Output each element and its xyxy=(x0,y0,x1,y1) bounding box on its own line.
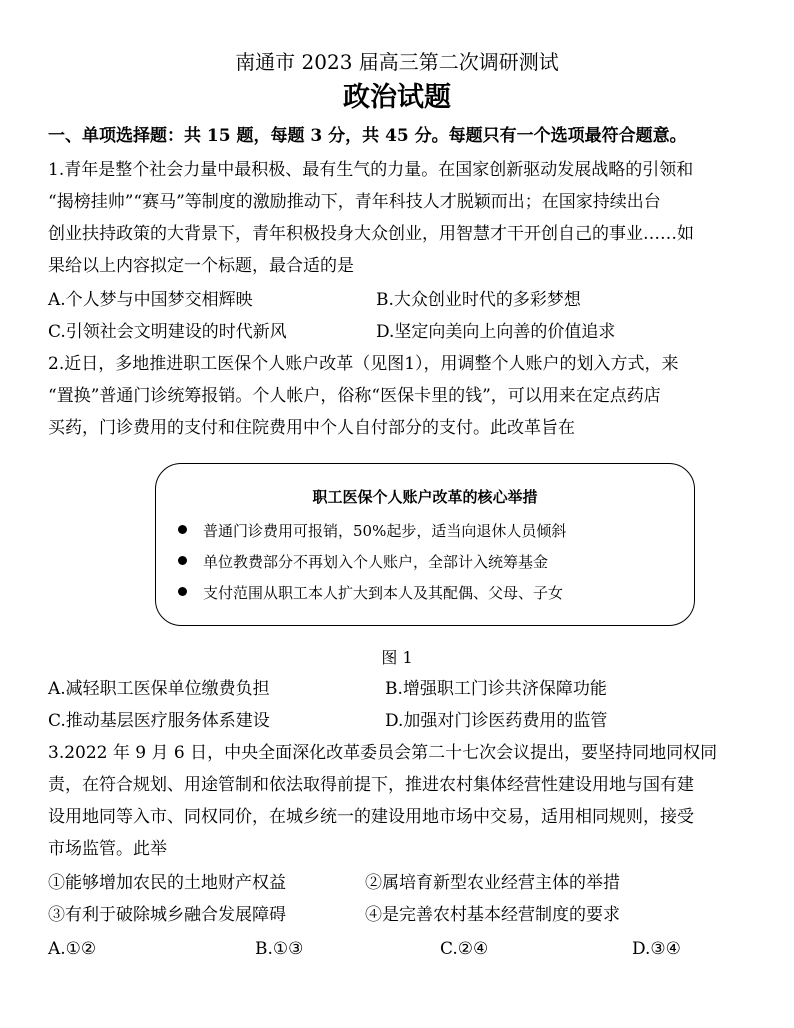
q2-option-d: D.加强对门诊医药费用的监管 xyxy=(385,711,608,731)
q2-stem-line: 2.近日，多地推进职工医保个人账户改革（见图1），用调整个人账户的划入方式，来 xyxy=(48,354,679,374)
bullet-icon xyxy=(178,556,187,565)
q3-option-b: B.①③ xyxy=(255,939,304,959)
box-item xyxy=(178,582,563,604)
q1-stem-line: 创业扶持政策的大背景下，青年积极投身大众创业，用智慧才干开创自己的事业……如 xyxy=(48,224,694,244)
bullet-icon xyxy=(178,525,187,534)
box-item-text: 单位教费部分不再划入个人账户，全部计入统筹基金 xyxy=(203,553,549,571)
q1-option-c: C.引领社会文明建设的时代新风 xyxy=(48,322,287,342)
q1-stem-line: 果给以上内容拟定一个标题，最合适的是 xyxy=(48,256,354,276)
q1-option-d: D.坚定向美向上向善的价值追求 xyxy=(376,322,616,342)
q1-stem-line: “揭榜挂帅”“赛马”等制度的激励推动下，青年科技人才脱颖而出；在国家持续出台 xyxy=(48,192,661,212)
q2-stem-line: “置换”普通门诊统筹报销。个人帐户，俗称“医保卡里的钱”，可以用来在定点药店 xyxy=(48,386,661,406)
q3-statement-4: ④是完善农村基本经营制度的要求 xyxy=(365,905,620,925)
q2-stem-line: 买药，门诊费用的支付和住院费用中个人自付部分的支付。此改革旨在 xyxy=(48,418,575,438)
q3-statement-3: ③有利于破除城乡融合发展障碍 xyxy=(48,905,286,925)
q2-option-c: C.推动基层医疗服务体系建设 xyxy=(48,711,270,731)
box-item xyxy=(178,520,566,542)
q3-stem-line: 市场监管。此举 xyxy=(48,839,167,859)
q3-stem-line: 责，在符合规划、用途管制和依法取得前提下，推进农村集体经营性建设用地与国有建 xyxy=(48,775,694,795)
section-heading: 一、单项选择题：共 15 题，每题 3 分，共 45 分。每题只有一个选项最符合题意。 xyxy=(48,126,687,146)
q3-option-d: D.③④ xyxy=(632,939,681,959)
q3-statement-1: ①能够增加农民的土地财产权益 xyxy=(48,873,286,893)
q3-stem-line: 3.2022 年 9 月 6 日，中央全面深化改革委员会第二十七次会议提出，要坚持同地同权同 xyxy=(48,743,718,763)
q3-option-a: A.①② xyxy=(48,939,97,959)
box-item-text: 普通门诊费用可报销，50%起步，适当向退休人员倾斜 xyxy=(203,522,567,540)
q3-stem-line: 设用地同等入市、同权同价，在城乡统一的建设用地市场中交易，适用相同规则，接受 xyxy=(48,807,694,827)
q1-stem-line: 1.青年是整个社会力量中最积极、最有生气的力量。在国家创新驱动发展战略的引领和 xyxy=(48,160,694,180)
box-title: 职工医保个人账户改革的核心举措 xyxy=(312,488,538,506)
q1-option-a: A.个人梦与中国梦交相辉映 xyxy=(48,290,253,310)
q2-option-a: A.减轻职工医保单位缴费负担 xyxy=(48,679,270,699)
q3-option-c: C.②④ xyxy=(440,939,489,959)
q3-statement-2: ②属培育新型农业经营主体的举措 xyxy=(365,873,620,893)
box-item xyxy=(178,551,548,573)
box-item-text: 支付范围从职工本人扩大到本人及其配偶、父母、子女 xyxy=(203,584,564,602)
figure-caption: 图 1 xyxy=(381,648,413,667)
q1-option-b: B.大众创业时代的多彩梦想 xyxy=(376,290,581,310)
bullet-icon xyxy=(178,587,187,596)
subject-title: 政治试题 xyxy=(343,82,451,113)
exam-title: 南通市 2023 届高三第二次调研测试 xyxy=(235,50,559,74)
q2-option-b: B.增强职工门诊共济保障功能 xyxy=(385,679,607,699)
reform-measures-box xyxy=(155,463,695,626)
